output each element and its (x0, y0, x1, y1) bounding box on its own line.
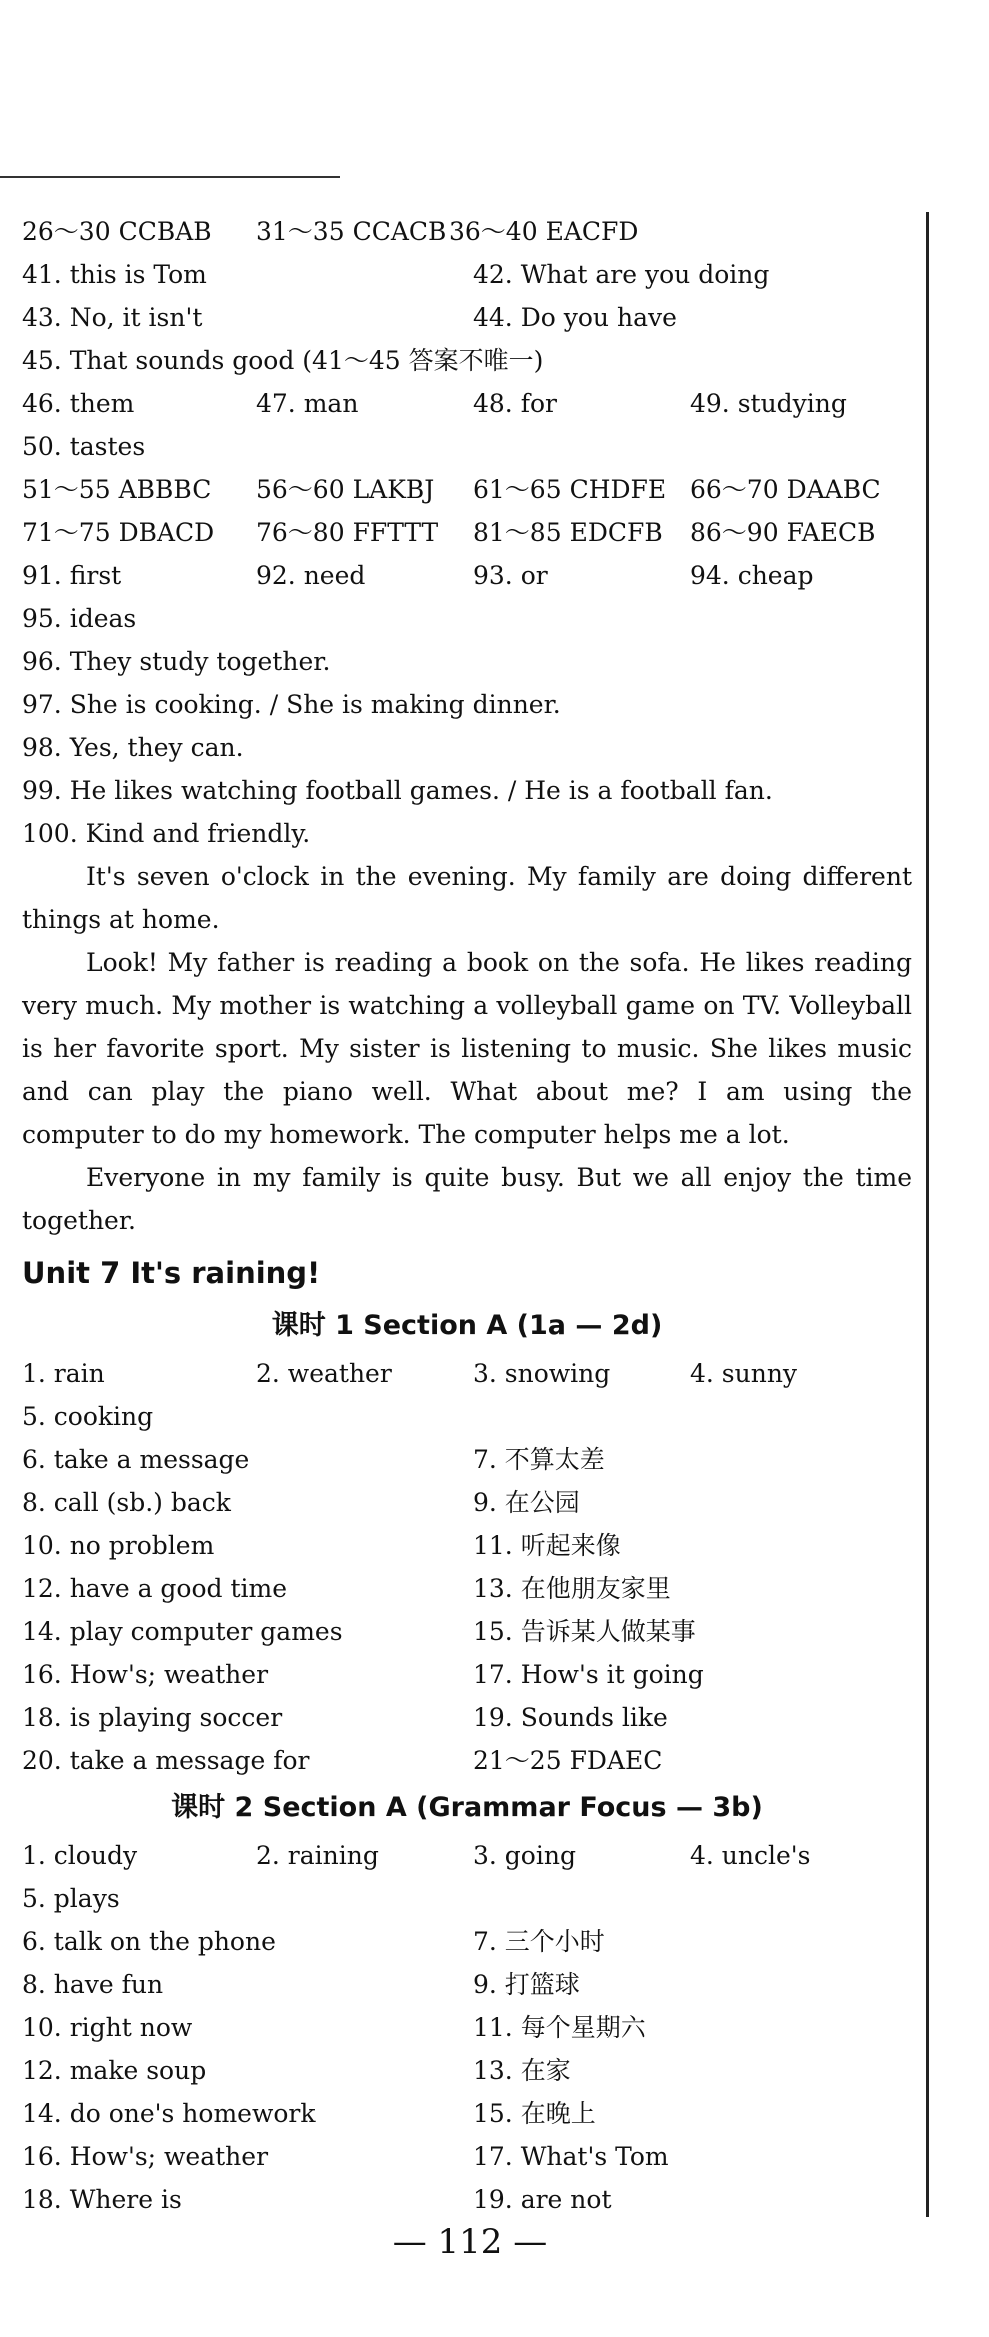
answer-row: 97. She is cooking. / She is making dinner. (22, 690, 561, 719)
column-divider (926, 212, 929, 2217)
answer-row: 96. They study together. (22, 647, 331, 676)
essay-paragraph: Everyone in my family is quite busy. But we all enjoy the time together. (22, 1163, 912, 1235)
answer-row: 71～75 DBACD 76～80 FFTTT 81～85 EDCFB 86～90 FAECB (22, 518, 876, 547)
answer-row: 26～30 CCBAB 31～35 CCACB 36～40 EACFD (22, 217, 639, 246)
essay-paragraph: Look! My father is reading a book on the sofa. He likes reading very much. My mother is watching a volleyball game on TV. Volleyball is her favorite sport. My sister is listening to music. She likes music and can play the piano well. What about me? I am using the computer to do my homework. The computer helps me a lot. (22, 948, 912, 1149)
answer-row: 45. That sounds good (41～45 答案不唯一) (22, 346, 544, 375)
unit-title: Unit 7 It's raining! (22, 1256, 321, 1290)
answer-row: 98. Yes, they can. (22, 733, 244, 762)
answer-row: 16. How's; weather 17. What's Tom (22, 2142, 669, 2171)
answer-row: 12. have a good time 13. 在他朋友家里 (22, 1574, 671, 1603)
answer-row: 14. do one's homework 15. 在晚上 (22, 2099, 596, 2128)
answer-row: 18. Where is 19. are not (22, 2185, 612, 2214)
answer-row: 12. make soup 13. 在家 (22, 2056, 571, 2085)
answer-row: 91. first 92. need 93. or 94. cheap (22, 561, 814, 590)
answer-row: 14. play computer games 15. 告诉某人做某事 (22, 1617, 696, 1646)
answer-row: 5. plays (22, 1884, 120, 1913)
answer-row: 6. take a message 7. 不算太差 (22, 1445, 605, 1474)
answer-row: 10. right now 11. 每个星期六 (22, 2013, 646, 2042)
answer-row: 100. Kind and friendly. (22, 819, 311, 848)
answer-row: 50. tastes (22, 432, 146, 461)
answer-row: 43. No, it isn't 44. Do you have (22, 303, 677, 332)
answer-row: 20. take a message for 21～25 FDAEC (22, 1746, 663, 1775)
essay-paragraph: It's seven o'clock in the evening. My family are doing different things at home. (22, 862, 912, 934)
answer-row: 5. cooking (22, 1402, 154, 1431)
answer-row: 10. no problem 11. 听起来像 (22, 1531, 621, 1560)
answer-row: 8. call (sb.) back 9. 在公园 (22, 1488, 580, 1517)
header-rule (0, 176, 340, 178)
section-title: 课时 2 Section A (Grammar Focus — 3b) (171, 1792, 763, 1823)
answer-row: 99. He likes watching football games. / He is a football fan. (22, 776, 773, 805)
answer-row: 16. How's; weather 17. How's it going (22, 1660, 704, 1689)
answer-row: 1. rain 2. weather 3. snowing 4. sunny (22, 1359, 798, 1388)
answer-row: 8. have fun 9. 打篮球 (22, 1970, 580, 1999)
answer-row: 46. them 47. man 48. for 49. studying (22, 389, 847, 418)
answer-row: 95. ideas (22, 604, 137, 633)
section-title: 课时 1 Section A (1a — 2d) (271, 1310, 663, 1341)
answer-row: 41. this is Tom 42. What are you doing (22, 260, 770, 289)
answer-row: 18. is playing soccer 19. Sounds like (22, 1703, 668, 1732)
answer-row: 51～55 ABBBC 56～60 LAKBJ 61～65 CHDFE 66～70 DAABC (22, 475, 881, 504)
answer-row: 6. talk on the phone 7. 三个小时 (22, 1927, 605, 1956)
answer-row: 1. cloudy 2. raining 3. going 4. uncle's (22, 1841, 811, 1870)
left-column (22, 210, 912, 2221)
page-number: — 112 — (392, 2222, 548, 2262)
